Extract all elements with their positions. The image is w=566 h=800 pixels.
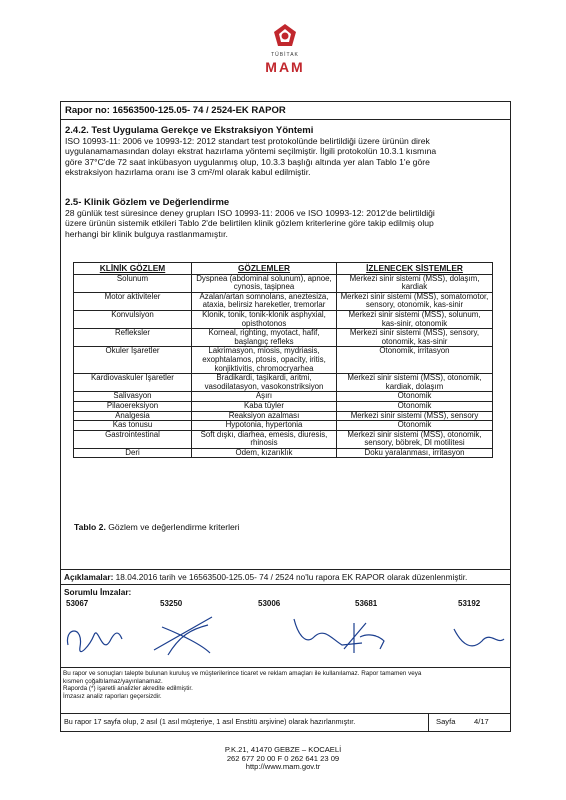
table-cell: Merkezi sinir sistemi (MSS), otonomik, sensory, böbrek, Dl motilitesi [337,430,493,448]
table-cell: Merkezi sinir sistemi (MSS), sensory, otonomik, kas-sinir [337,329,493,347]
table-cell: Otonomik [337,392,493,402]
divider [61,569,510,570]
report-number-row [61,102,510,120]
table-cell: Konvulsiyon [74,310,192,328]
table-cell: Motor aktiviteler [74,292,192,310]
table-cell: Solunum [74,274,192,292]
table-row [74,401,493,411]
signature-id: 53250 [160,599,183,608]
header-cell: KLİNİK GÖZLEM [74,263,192,275]
clinical-table-wrap [73,262,493,458]
table-cell: Pilaoereksiyon [74,401,192,411]
page-number: 4/17 [474,717,489,726]
table-cell: Salivasyon [74,392,192,402]
table-cell: Doku yaralanması, irritasyon [337,448,493,458]
report-no-label: Rapor no: [65,105,110,116]
table-cell: Merkezi sinir sistemi (MSS), solunum, kas-sinir, otonomik [337,310,493,328]
table-cell: Deri [74,448,192,458]
table-cell: Kardiovaskuler İşaretler [74,374,192,392]
logo-name: MAM [265,59,305,75]
table-row [74,347,493,374]
table-cell: Kas tonusu [74,421,192,431]
handwritten-signature [344,623,384,653]
table-caption [74,522,240,532]
clinical-observation-table [73,262,493,458]
section-2-4-2 [65,125,507,178]
explanations-row [64,572,467,582]
table-cell: Aşırı [192,392,337,402]
signature-id: 53067 [66,599,89,608]
table-cell: Gastrointestinal [74,430,192,448]
footer-address: P.K.21, 41470 GEBZE – KOCAELİ [224,745,342,754]
paragraph-line: ISO 10993-11: 2006 ve 10993-12: 2012 standart test protokolünde belirtildiği üzere ürünün direk [65,136,430,146]
section-title: 2.4.2. Test Uygulama Gerekçe ve Ekstraksiyon Yöntemi [65,125,314,136]
divider [61,584,510,585]
disclaimer-line: Raporda (*) işaretli analizler akredite edilmiştir. [63,685,193,693]
table-cell: Merkezi sinir sistemi (MSS), otonomik, kardiak, dolaşım [337,374,493,392]
header-cell: GÖZLEMLER [192,263,337,275]
signature-id: 53192 [458,599,481,608]
page-info-text: Bu rapor 17 sayfa olup, 2 asıl (1 asıl müşteriye, 1 asıl Enstitü arşivine) olarak hazırlanmıştır. [64,717,356,726]
footer-phone: 262 677 20 00 F 0 262 641 23 09 [226,753,340,763]
disclaimer-line: Bu rapor ve sonuçları talepte bulunan kuruluş ve müşterilerince ticaret ve reklam amaçları ile kullanılamaz. Rapor tamamen veya [63,670,422,677]
table-cell: Analgesia [74,411,192,421]
divider [61,667,510,668]
table-cell: Azalan/artan somnolans, aneztesiza, ataxia, belirsiz hareketler, tremorlar [192,292,337,310]
section-paragraph [65,136,507,178]
table-cell: Bradikardi, taşikardi, aritmi, vasodilatasyon, vasokonstriksiyon [192,374,337,392]
table-row [74,374,493,392]
table-row [74,292,493,310]
tubitak-mam-logo [255,22,315,98]
table-cell: Dyspnea (abdominal solunum), apnoe, cynosis, taşipnea [192,274,337,292]
handwritten-signature [294,619,362,645]
table-cell: Reaksiyon azalması [192,411,337,421]
header-cell: İZLENECEK SİSTEMLER [337,263,493,275]
handwritten-signature [67,631,122,652]
table-cell: Merkezi sinir sistemi (MSS), dolaşım, kardiak [337,274,493,292]
disclaimer-line: kısmen çoğaltılamaz/yayınlanamaz. [63,677,163,685]
paragraph-line: 28 günlük test süresince deney grupları ISO 10993-11: 2006 ve ISO 10993-12: 2012'de belirtildiği [65,208,435,218]
paragraph-line: ekstraksiyon hazırlama oranı ise 3 cm²/ml olarak kabul edilmiştir. [65,167,311,178]
paragraph-line: üzere ürünün sistemik etkileri Tablo 2'de belirtilen klinik gözlem kriterlerine göre takip edilmiş olup [65,218,434,229]
handwritten-signature [154,617,212,655]
handwritten-signature [454,629,504,646]
explanations-label: Açıklamalar: [64,572,114,582]
table-row [74,448,493,458]
table-cell: Merkezi sinir sistemi (MSS), sensory [337,411,493,421]
table-header-row [74,263,493,275]
table-cell: Otonomik [337,421,493,431]
table-row [74,430,493,448]
table-cell: Otonomik [337,401,493,411]
table-row [74,421,493,431]
table-row [74,310,493,328]
tubitak-emblem-icon [270,22,300,52]
divider [428,713,429,731]
paragraph-line: uygulanamamasından dolayı ekstrat hazırlama yöntemi seçilmiştir. İlgili protokolün 10.3.1 kısmına [65,146,437,157]
logo-subtitle: TÜBİTAK [271,52,299,58]
table-cell: Soft dışkı, diarhea, emesis, diuresis, rhinosis [192,430,337,448]
table-cell: Refleksler [74,329,192,347]
signatures-label: Sorumlu İmzalar: [64,587,132,597]
caption-text: Gözlem ve değerlendirme kriterleri [108,522,240,532]
signature-id: 53681 [355,599,378,608]
table-cell: Hypotonia, hypertonia [192,421,337,431]
table-cell: Korneal, righting, myotact, hafif, başlangıç refleks [192,329,337,347]
signatures-area [62,605,507,665]
footer-web: http://www.mam.gov.tr [245,762,321,772]
table-cell: Merkezi sinir sistemi (MSS), somatomotor, sensory, otonomik, kas-sinir [337,292,493,310]
table-row [74,329,493,347]
table-cell: Ödem, kızarıklık [192,448,337,458]
table-cell: Okuler İşaretler [74,347,192,374]
divider [61,713,510,714]
explanations-text: 18.04.2016 tarih ve 16563500-125.05- 74 / 2524 no'lu rapora EK RAPOR olarak düzenlenmiştir. [115,572,468,582]
paragraph-line: göre 37°C'de 72 saat inkübasyon uygulanmış olup, 10.3.3 başlığı altında yer alan Tablo 1'e göre [65,156,430,167]
caption-label: Tablo 2. [74,522,106,532]
table-cell: Klonik, tonik, tonik-klonik asphyxial, opisthotonos [192,310,337,328]
report-suffix: 2524-EK RAPOR [211,105,286,116]
table-cell: Otonomik, irritasyon [337,347,493,374]
page-label: Sayfa [436,717,456,726]
section-2-5 [65,197,507,239]
table-cell: Lakrimasyon, miosis, mydriasis, exophtalamos, ptosis, opacity, iritis, konjiktivitis, chromocryarhea [192,347,337,374]
disclaimer-line: İmzasız analiz raporları geçersizdir. [63,692,162,700]
disclaimer [63,670,507,700]
footer [183,746,383,772]
section-title: 2.5- Klinik Gözlem ve Değerlendirme [65,197,230,208]
table-cell: Kaba tüyler [192,401,337,411]
report-no: 16563500-125.05- 74 / [112,105,209,116]
table-row [74,274,493,292]
section-paragraph [65,208,507,239]
signature-id: 53006 [258,599,281,608]
paragraph-line: herhangi bir klinik bulguya rastlanmamıştır. [65,228,228,239]
table-row [74,392,493,402]
